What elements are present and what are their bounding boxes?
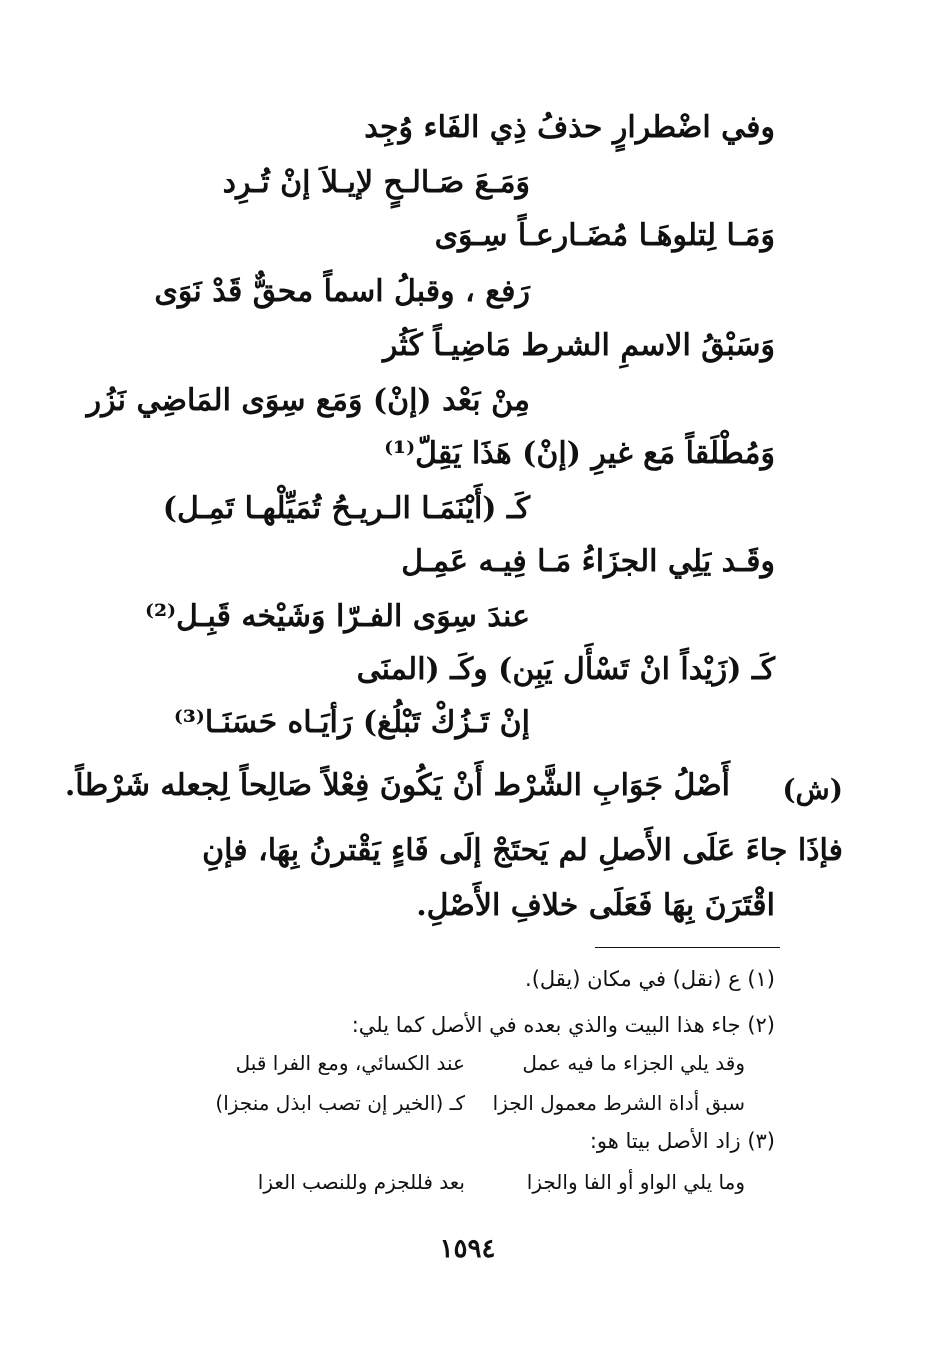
page-number: ١٥٩٤ [439, 1234, 496, 1264]
footnote-verse-hemistich: عند الكسائي، ومع الفرا قبل [235, 1051, 465, 1075]
verse-line: كَـ (أَيْنَمَـا الـريـحُ تُمَيِّلْهـا تَمِـل) [162, 491, 530, 526]
footnote-verse-hemistich: وما يلي الواو أو الفا والجزا [526, 1170, 745, 1194]
verse-line: كَـ (زَيْداً انْ تَسْأَل يَبِن) وكَـ (المنَى [356, 652, 775, 687]
verse-line: عندَ سِوَى الفـرّا وَشَيْخه قَبِـل⁽²⁾ [145, 599, 530, 634]
verse-line: وَمَـعَ صَـالـحٍ لإيـلاَ إنْ تُـرِد [222, 165, 530, 200]
footnote-verse-hemistich: سبق أداة الشرط معمول الجزا [492, 1091, 745, 1115]
commentary-line: فإذَا جاءَ عَلَى الأَصلِ لم يَحتَجْ إلَى فَاءٍ يَقْترنُ بِهَا، فإنِ [202, 833, 843, 868]
footnote-separator [595, 947, 780, 948]
footnote-verse-hemistich: بعد فللجزم وللنصب العزا [257, 1170, 465, 1194]
verse-line: إنْ تَـزُكْ تَبْلُغ) رَأيَـاه حَسَنَـا⁽³⁾ [173, 705, 530, 740]
commentary-marker: (ش) [782, 773, 843, 806]
verse-line: رَفع ، وقبلُ اسماً محقٌّ قَدْ نَوَى [154, 274, 530, 309]
footnote-2: (٢) جاء هذا البيت والذي بعده في الأصل كما يلي: [351, 1013, 775, 1037]
commentary-line: اقْتَرَنَ بِهَا فَعَلَى خلافِ الأَصْلِ. [416, 888, 775, 923]
commentary-line: أَصْلُ جَوَابِ الشَّرْط أَنْ يَكُونَ فِعْلاً صَالِحاً لِجعله شَرْطاً. [64, 768, 730, 803]
verse-line: وَمُطْلَقاً مَع غيرِ (إنْ) هَذَا يَقِلّ⁽¹⁾ [384, 436, 775, 471]
verse-line: وقَـد يَلِي الجزَاءُ مَـا فِيـه عَمِـل [401, 544, 775, 579]
footnote-1: (١) ع (نقل) في مكان (يقل). [525, 967, 775, 991]
footnote-verse-hemistich: كـ (الخير إن تصب ابذل منجزا) [215, 1091, 465, 1115]
verse-line: وفي اضْطرارٍ حذفُ ذِي الفَاء وُجِد [364, 110, 775, 145]
verse-line: مِنْ بَعْد (إنْ) وَمَع سِوَى المَاضِي نَزُر [86, 383, 530, 418]
verse-line: وَسَبْقُ الاسمِ الشرط مَاضِيـاً كَثُر [382, 328, 775, 363]
verse-line: وَمَـا لِتلوهَـا مُضَـارعـاً سِـوَى [434, 218, 775, 253]
footnote-verse-hemistich: وقد يلي الجزاء ما فيه عمل [522, 1051, 745, 1075]
footnote-3: (٣) زاد الأصل بيتا هو: [589, 1129, 775, 1153]
